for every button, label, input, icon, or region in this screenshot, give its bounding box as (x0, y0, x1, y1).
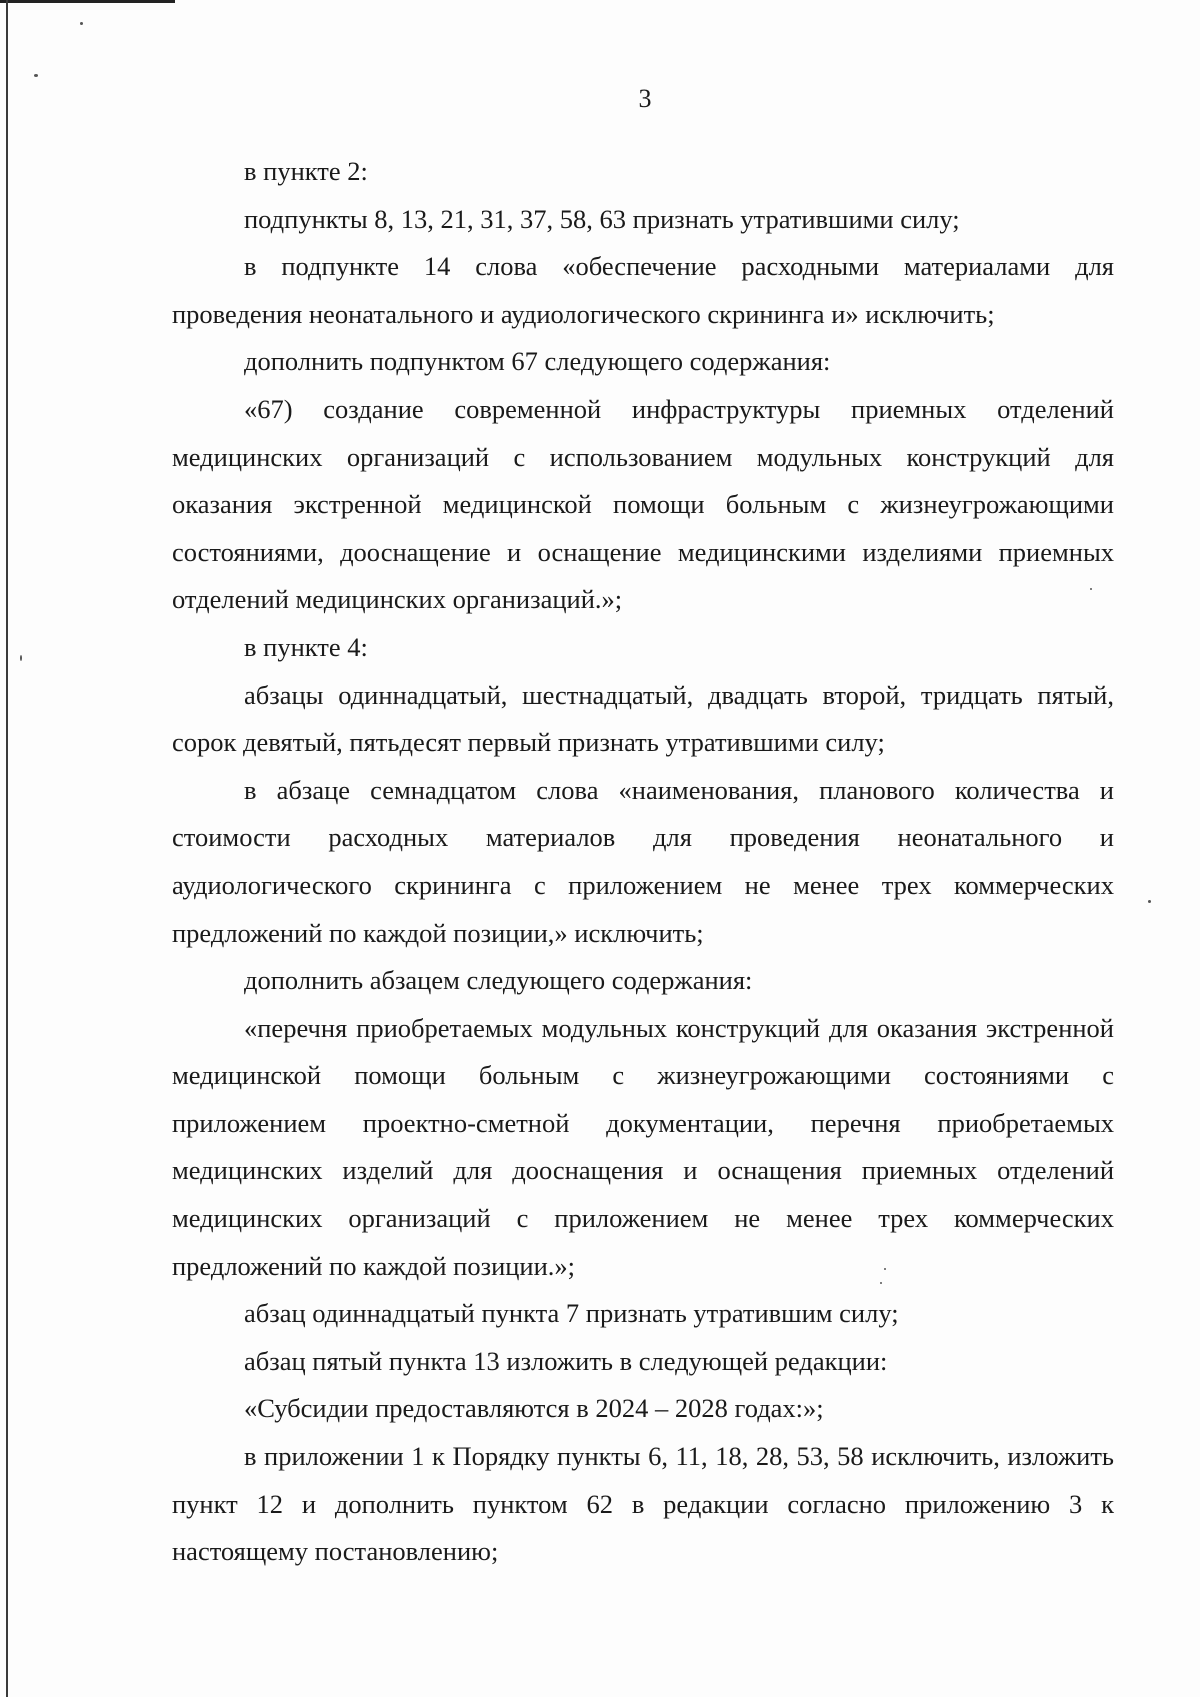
paragraph: в абзаце семнадцатом слова «наименования, планового количества и стоимости расходных материалов для проведения неонатального и аудиологического скрининга с приложением не менее трех коммерческих предложений по каждой позиции,» исключить; (172, 774, 1114, 948)
paragraph: абзац одиннадцатый пункта 7 признать утратившим силу; (244, 1298, 899, 1329)
scan-edge-top (0, 0, 175, 3)
paragraph: подпункты 8, 13, 21, 31, 37, 58, 63 признать утратившими силу; (244, 203, 960, 234)
scan-speck (80, 22, 83, 25)
scan-edge-left (6, 0, 8, 1697)
paragraph: абзацы одиннадцатый, шестнадцатый, двадцать второй, тридцать пятый, сорок девятый, пятьдесят первый признать утратившими силу; (172, 679, 1114, 758)
paragraph: абзац пятый пункта 13 изложить в следующей редакции: (244, 1345, 888, 1376)
scan-speck (1148, 900, 1151, 903)
paragraph: в пункте 4: (244, 631, 368, 662)
document-body (172, 148, 1114, 1576)
paragraph: «перечня приобретаемых модульных конструкций для оказания экстренной медицинской помощи больным с жизнеугрожающими состояниями с приложением проектно-сметной документации, перечня приобретаемых медицинских изделий для дооснащения и оснащения приемных отделений медицинских организаций с приложением не менее трех коммерческих предложений по каждой позиции.»; (172, 1012, 1114, 1281)
paragraph: дополнить абзацем следующего содержания: (244, 965, 753, 996)
page-number: 3 (638, 84, 652, 113)
scan-speck (20, 655, 22, 661)
paragraph: «Субсидии предоставляются в 2024 – 2028 годах:»; (244, 1393, 824, 1424)
paragraph: в приложении 1 к Порядку пункты 6, 11, 18, 28, 53, 58 исключить, изложить пункт 12 и дополнить пунктом 62 в редакции согласно приложению 3 к настоящему постановлению; (172, 1441, 1114, 1567)
paragraph: «67) создание современной инфраструктуры приемных отделений медицинских организаций с использованием модульных конструкций для оказания экстренной медицинской помощи больным с жизнеугрожающими состояниями, дооснащение и оснащение медицинскими изделиями приемных отделений медицинских организаций.»; (172, 393, 1114, 615)
scan-speck (34, 74, 38, 77)
paragraph: в пункте 2: (244, 156, 368, 186)
paragraph: дополнить подпунктом 67 следующего содержания: (244, 346, 831, 377)
paragraph: в подпункте 14 слова «обеспечение расходными материалами для проведения неонатального и аудиологического скрининга и» исключить; (172, 251, 1114, 329)
